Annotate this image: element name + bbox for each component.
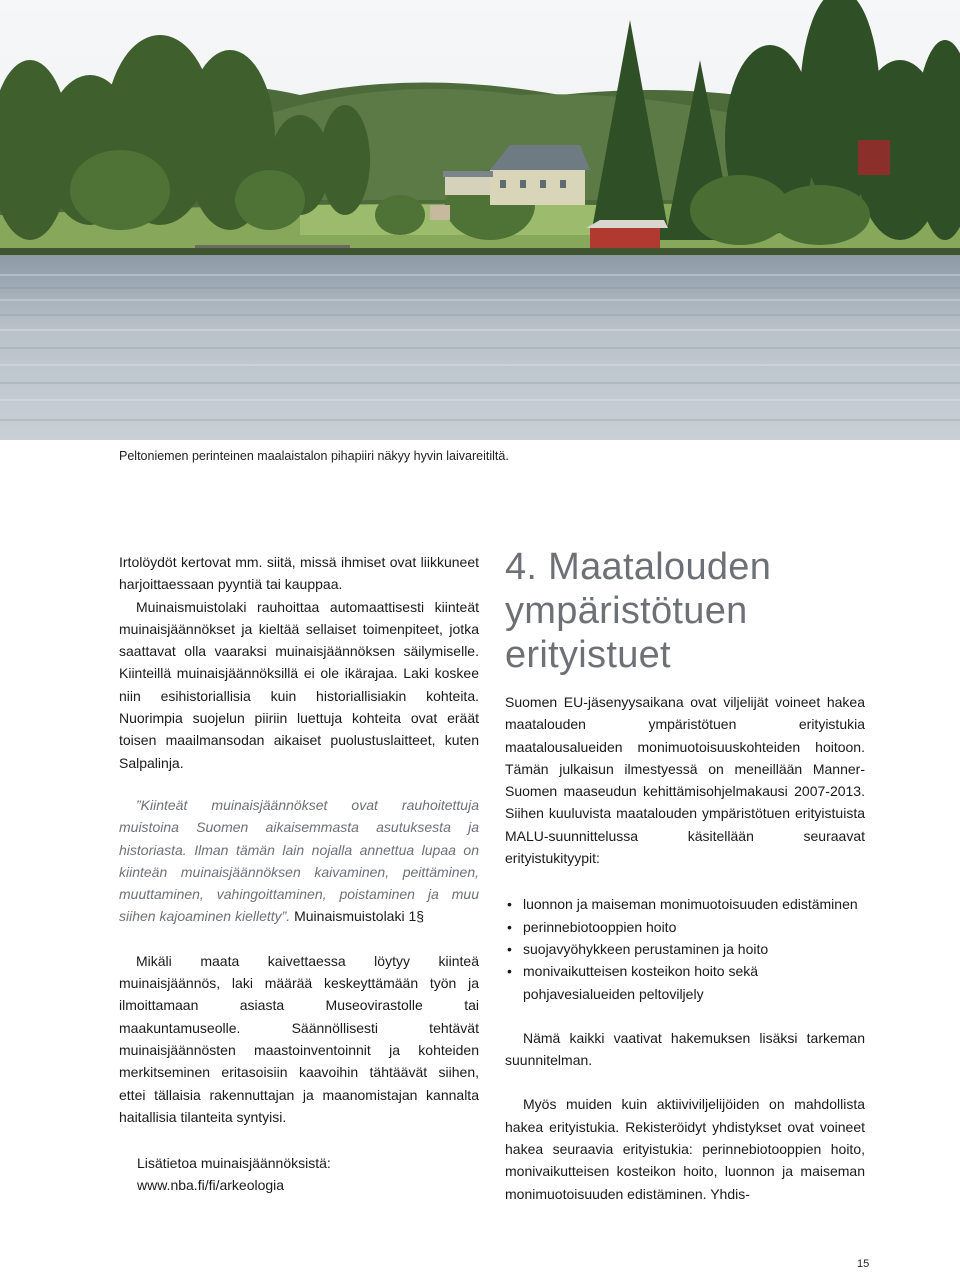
photo-caption: Peltoniemen perinteinen maalaistalon pihapiiri näkyy hyvin laivareitiltä. bbox=[119, 449, 509, 463]
support-paragraph: Suomen EU-jäsenyysaikana ovat viljelijät voineet hakea maatalouden ympäristötuen erityistukia maatalousalueiden monimuotoisuuskohteiden hoitoon. Tämän julkaisun ilmestyessä on meneillään Manner-Suomen maaseudun kehittämisohjelmakausi 2007-2013. Siihen kuuluvista maatalouden ympäristötuen erityistuista MALU-suunnittelussa käsitellään seuraavat erityistukityypit: bbox=[505, 694, 865, 867]
quote-source: Muinaismuistolaki 1§ bbox=[290, 908, 425, 925]
more-info-link[interactable]: www.nba.fi/fi/arkeologia bbox=[137, 1177, 285, 1194]
heading-line-1: 4. Maatalouden bbox=[505, 546, 772, 588]
list-item bbox=[505, 938, 865, 960]
bullet-icon: • bbox=[507, 963, 512, 980]
bullet-icon: • bbox=[507, 918, 512, 935]
list-item bbox=[505, 893, 865, 915]
list-item-text: perinnebiotooppien hoito bbox=[523, 918, 677, 935]
page-number: 15 bbox=[857, 1258, 870, 1270]
application-paragraph: Nämä kaikki vaativat hakemuksen lisäksi tarkeman suunnitelman. bbox=[505, 1029, 865, 1069]
left-column bbox=[119, 551, 479, 1197]
list-item bbox=[505, 916, 865, 938]
bullet-icon: • bbox=[507, 940, 512, 957]
list-item-text: luonnon ja maiseman monimuotoisuuden edistäminen bbox=[523, 896, 858, 913]
intro-paragraph: Irtolöydöt kertovat mm. siitä, missä ihmiset ovat liikkuneet harjoittaessaan pyyntiä tai kauppaa. bbox=[119, 554, 479, 593]
excavation-paragraph: Mikäli maata kaivettaessa löytyy kiinteä muinaisjäännös, laki määrää keskeyttämään työn ja ilmoittamaan asiasta Museovirastolle tai maakuntamuseolle. Säännöllisesti tehtävät muinaisjäännösten maastoinventoinnit ja kohteiden merkitseminen eritasoisiin kaavoihin tähtäävät siihen, ettei tällaisia rakennuttajan ja maanomistajan kannalta haitallisia tilanteita syntyisi. bbox=[119, 952, 479, 1125]
section-heading bbox=[505, 545, 865, 677]
law-paragraph: Muinaismuistolaki rauhoittaa automaattisesti kiinteät muinaisjäännökset ja kieltää sellaiset toimenpiteet, jotka saattavat olla vaaraksi muinaisjäännöksen säilymiselle. Kiinteillä muinaisjäännöksillä ei ole ikärajaa. Laki koskee niin esihistoriallisia kuin historiallisiakin kohteita. Nuorimpia suojelun piiriin luettuja kohteita ovat eräät toisen maailmansodan aikaiset puolustuslaitteet, kuten Salpalinja. bbox=[119, 598, 479, 771]
heading-line-3: erityistuet bbox=[505, 634, 671, 676]
lakeside-photo bbox=[0, 0, 960, 440]
list-item-text: monivaikutteisen kosteikon hoito sekä pohjavesialueiden peltoviljely bbox=[523, 963, 759, 1002]
associations-paragraph: Myös muiden kuin aktiiviviljelijöiden on mahdollista hakea erityistukia. Rekisteröidyt yhdistykset ovat voineet hakea seuraavia erityistukia: perinnebiotooppien hoito, monivaikutteisen kosteikon hoito, luonnon ja maiseman monimuotoisuuden edistäminen. Yhdis- bbox=[505, 1096, 865, 1202]
law-quote bbox=[119, 794, 479, 928]
support-type-list bbox=[505, 893, 865, 1004]
more-info bbox=[119, 1152, 479, 1197]
right-column bbox=[505, 545, 865, 1205]
more-info-label: Lisätietoa muinaisjäännöksistä: bbox=[137, 1155, 331, 1172]
quote-text: ”Kiinteät muinaisjäännökset ovat rauhoitettuja muistoina Suomen aikaisemmasta asutuksesta ja historiasta. Ilman tämän lain nojalla annettua lupaa on kiinteän muinaisjäännöksen kaivaminen, peittäminen, muuttaminen, vahingoittaminen, poistaminen ja muu siihen kajoaminen kielletty”. bbox=[119, 796, 479, 925]
bullet-icon: • bbox=[507, 896, 512, 913]
list-item bbox=[505, 960, 865, 1005]
list-item-text: suojavyöhykkeen perustaminen ja hoito bbox=[523, 940, 769, 957]
landscape-illustration bbox=[0, 0, 960, 440]
heading-line-2: ympäristötuen bbox=[505, 590, 748, 632]
